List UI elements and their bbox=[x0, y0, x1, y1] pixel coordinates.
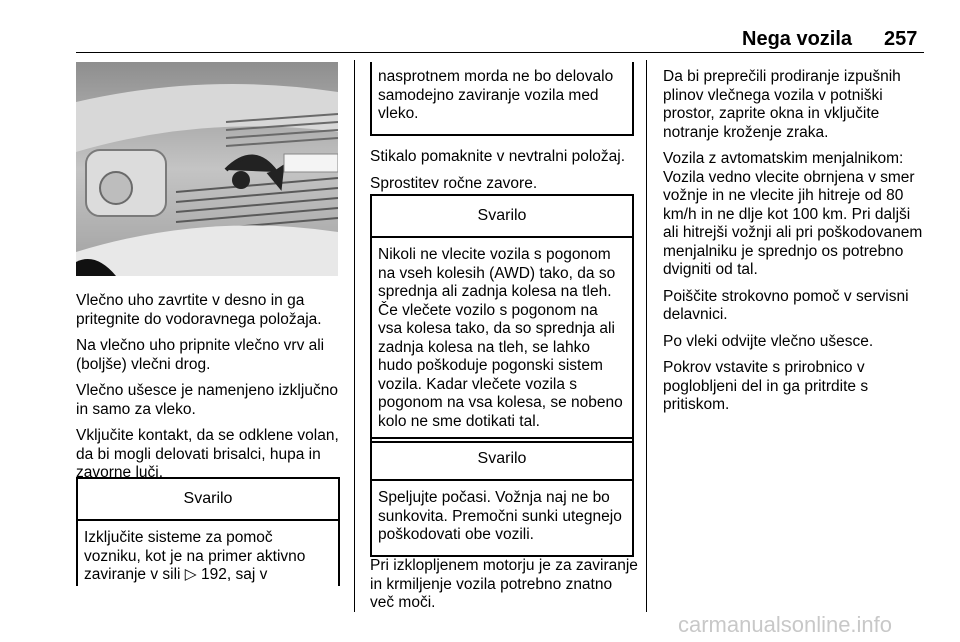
page-number: 257 bbox=[884, 28, 918, 50]
header-divider bbox=[76, 52, 924, 53]
warning-text: nasprotnem morda ne bo delovalo samodejno zaviranje vozila med vleko. bbox=[378, 68, 614, 122]
paragraph: Pokrov vstavite s prirobnico v poglobljeni del in ga pritrdite s pritiskom. bbox=[663, 359, 869, 413]
paragraph: Da bi preprečili prodiranje izpušnih plinov vlečnega vozila v potniški prostor, zaprite okna in vključite notranje kroženje zraka. bbox=[663, 68, 901, 141]
paragraph: Poiščite strokovno pomoč v servisni delavnici. bbox=[663, 287, 909, 323]
page-reference-arrow-icon: ▷ bbox=[184, 566, 197, 583]
warning-box bbox=[370, 194, 634, 443]
watermark: carmanualsonline.info bbox=[678, 612, 893, 637]
warning-text: Nikoli ne vlecite vozila s pogonom na vseh kolesih (AWD) tako, da so sprednja ali zadnja kolesa na tleh. Če vlečete vozilo s pogonom na vsa kolesa tako, da so sprednja ali zadnja kolesa na tleh, se lahko hudo poškoduje pogonski sistem vozila. Kadar vlečete vozila s pogonom na vsa kolesa, se nobeno kolo ne sme dotikati tal. bbox=[378, 246, 623, 430]
warning-box-continued bbox=[370, 62, 634, 136]
paragraph: Pri izklopljenem motorju je za zaviranje in krmiljenje vozila potrebno znatno več moči. bbox=[370, 557, 638, 611]
paragraph: Na vlečno uho pripnite vlečno vrv ali (boljše) vlečni drog. bbox=[76, 337, 325, 373]
page-reference-link[interactable]: 192 bbox=[201, 566, 227, 583]
warning-box bbox=[76, 477, 340, 586]
car-front-bumper-drawing bbox=[76, 62, 338, 276]
paragraph: Sprostitev ročne zavore. bbox=[370, 174, 538, 192]
warning-body bbox=[372, 481, 632, 555]
column-1 bbox=[76, 292, 344, 491]
warning-title: Svarilo bbox=[372, 196, 632, 238]
warning-body bbox=[78, 521, 338, 595]
warning-text-part: Izključite sisteme za pomoč vozniku, kot je na primer aktivno zaviranje v sili bbox=[84, 529, 306, 583]
warning-text bbox=[84, 529, 332, 585]
paragraph: Stikalo pomaknite v nevtralni položaj. bbox=[370, 148, 626, 165]
paragraph: Vključite kontakt, da se odklene volan, da bi mogli delovati brisalci, hupa in zavorne luči. bbox=[76, 427, 339, 481]
paragraph: Vozila z avtomatskim menjalnikom: Vozila vedno vlecite obrnjena v smer vožnje in ne vlecite jih hitreje od 80 km/h in ne dlje kot 100 km. Pri daljši ali hitrejši vožnji ali pri poškodovanem menjalniku je sprednjo os potrebno dvigniti od tal. bbox=[663, 150, 923, 278]
warning-title: Svarilo bbox=[78, 479, 338, 521]
column-2-closing bbox=[370, 557, 638, 621]
warning-title: Svarilo bbox=[372, 439, 632, 481]
warning-text-part: , saj v bbox=[226, 566, 268, 583]
warning-box bbox=[370, 437, 634, 557]
paragraph: Vlečno uho zavrtite v desno in ga pritegnite do vodoravnega položaja. bbox=[76, 292, 322, 328]
column-3 bbox=[663, 68, 927, 423]
paragraph: Vlečno ušesce je namenjeno izključno in samo za vleko. bbox=[76, 382, 338, 418]
warning-text: Speljujte počasi. Vožnja naj ne bo sunkovita. Premočni sunki utegnejo poškodovati obe vozili. bbox=[378, 489, 622, 543]
section-title: Nega vozila bbox=[742, 28, 853, 50]
warning-body bbox=[372, 238, 632, 441]
paragraph: Po vleki odvijte vlečno ušesce. bbox=[663, 332, 874, 350]
warning-body bbox=[372, 62, 632, 134]
tow-eye-illustration bbox=[76, 62, 338, 276]
column-divider bbox=[646, 60, 647, 612]
column-divider bbox=[354, 60, 355, 612]
